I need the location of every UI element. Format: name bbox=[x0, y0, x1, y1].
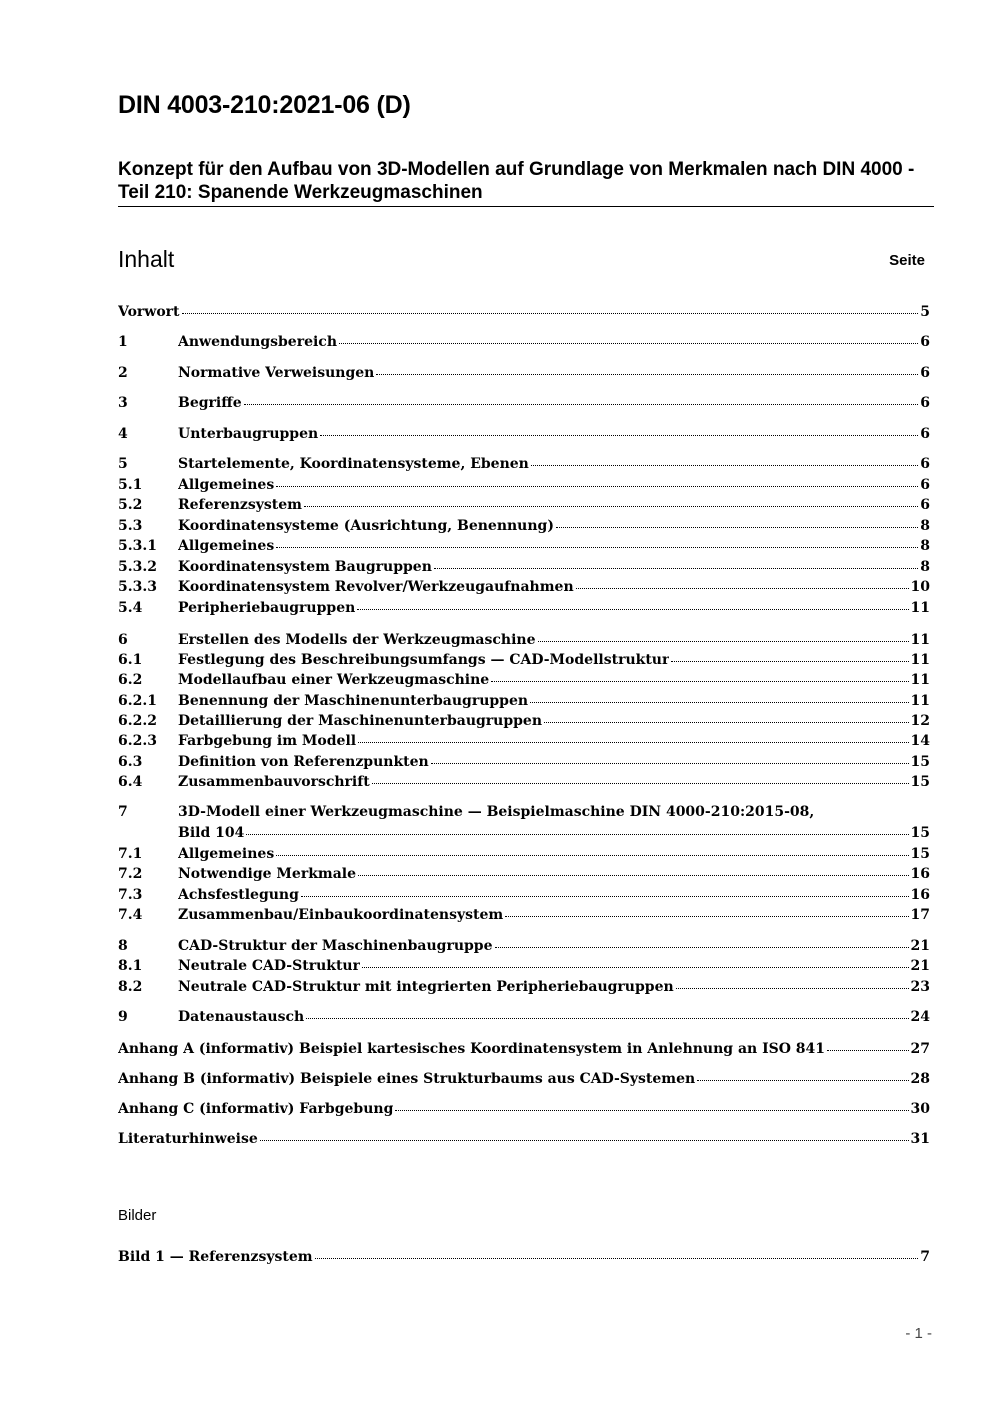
toc-entry-title: Detaillierung der Maschinenunterbaugruppen bbox=[178, 713, 542, 729]
toc-entry-page: 10 bbox=[910, 579, 930, 595]
toc-entry-page: 30 bbox=[910, 1101, 930, 1117]
toc-entry-title: Allgemeines bbox=[178, 846, 275, 862]
toc-entry-page: 16 bbox=[910, 887, 930, 903]
toc-entry-page: 15 bbox=[910, 846, 930, 862]
toc-entry-page: 6 bbox=[920, 365, 930, 381]
toc-entry-title: 3D-Modell einer Werkzeugmaschine — Beispielmaschine DIN 4000-210:2015-08, bbox=[178, 804, 815, 820]
toc-entry-number: 7 bbox=[118, 804, 128, 820]
toc-entry-title: Definition von Referenzpunkten bbox=[178, 754, 429, 770]
toc-entry-page: 15 bbox=[910, 825, 930, 841]
toc-entry-title: CAD-Struktur der Maschinenbaugruppe bbox=[178, 938, 493, 954]
toc-entry-page: 5 bbox=[920, 304, 930, 320]
toc-entry-number: 5.3.2 bbox=[118, 559, 157, 575]
toc-entry-number: 5.4 bbox=[118, 600, 143, 616]
toc-entry-title: Anhang B (informativ) Beispiele eines Strukturbaums aus CAD-Systemen bbox=[118, 1071, 696, 1087]
toc-entry-number: 6.2 bbox=[118, 672, 143, 688]
toc-entry-number: 5.3.1 bbox=[118, 538, 157, 554]
toc-entry-number: 7.2 bbox=[118, 866, 143, 882]
toc-entry-title: Achsfestlegung bbox=[178, 887, 299, 903]
toc-entry-number: 5.2 bbox=[118, 497, 143, 513]
toc-entry-title: Notwendige Merkmale bbox=[178, 866, 357, 882]
page-number: - 1 - bbox=[905, 1325, 932, 1342]
toc-entry-title: Referenzsystem bbox=[178, 497, 302, 513]
toc-entry-number: 1 bbox=[118, 334, 128, 350]
toc-entry-number: 6 bbox=[118, 632, 128, 648]
toc-entry-title: Literaturhinweise bbox=[118, 1131, 258, 1147]
toc-entry-title-continuation: Bild 104 bbox=[178, 825, 245, 841]
dot-leader bbox=[315, 1257, 919, 1259]
toc-entry-title: Allgemeines bbox=[178, 538, 275, 554]
document-title: Konzept für den Aufbau von 3D-Modellen auf Grundlage von Merkmalen nach DIN 4000 - Teil 210: Spanende Werkzeugmaschinen bbox=[118, 159, 915, 203]
toc-entry-title: Koordinatensystem Revolver/Werkzeugaufnahmen bbox=[178, 579, 574, 595]
toc-entry-title: Begriffe bbox=[178, 395, 242, 411]
toc-entry-title: Peripheriebaugruppen bbox=[178, 600, 356, 616]
toc-entry-page: 12 bbox=[910, 713, 930, 729]
toc-entry-number: 5.3.3 bbox=[118, 579, 157, 595]
toc-entry-title: Festlegung des Beschreibungsumfangs — CAD-Modellstruktur bbox=[178, 652, 670, 668]
toc-entry-title: Allgemeines bbox=[178, 477, 275, 493]
toc-entry-number: 9 bbox=[118, 1009, 128, 1025]
toc-entry-title: Anhang A (informativ) Beispiel kartesisches Koordinatensystem in Anlehnung an ISO 841 bbox=[118, 1041, 826, 1057]
toc-entry-page: 16 bbox=[910, 866, 930, 882]
toc-entry-page: 6 bbox=[920, 477, 930, 493]
toc-entry-page: 24 bbox=[910, 1009, 930, 1025]
toc-entry-page: 11 bbox=[910, 693, 930, 709]
toc-entry-page: 8 bbox=[920, 559, 930, 575]
toc-entry-page: 28 bbox=[910, 1071, 930, 1087]
toc-entry-number: 5 bbox=[118, 456, 128, 472]
toc-entry-number: 5.1 bbox=[118, 477, 143, 493]
toc-entry-number: 7.4 bbox=[118, 907, 143, 923]
toc-entry-title: Modellaufbau einer Werkzeugmaschine bbox=[178, 672, 490, 688]
toc-entry-page: 11 bbox=[910, 652, 930, 668]
toc-entry-page: 6 bbox=[920, 497, 930, 513]
toc-entry-number: 7.3 bbox=[118, 887, 143, 903]
toc-entry-page: 11 bbox=[910, 672, 930, 688]
toc-entry-title: Startelemente, Koordinatensysteme, Ebenen bbox=[178, 456, 529, 472]
toc-entry-title: Koordinatensystem Baugruppen bbox=[178, 559, 432, 575]
toc-entry-number: 8 bbox=[118, 938, 128, 954]
toc-entry-page: 17 bbox=[910, 907, 930, 923]
toc-heading: Inhalt bbox=[118, 246, 175, 272]
toc-entry-title: Zusammenbau/Einbaukoordinatensystem bbox=[178, 907, 504, 923]
toc-entry-page: 15 bbox=[910, 774, 930, 790]
toc-entry-number: 7.1 bbox=[118, 846, 143, 862]
toc-entry-title: Farbgebung im Modell bbox=[178, 733, 357, 749]
toc-entry-title: Vorwort bbox=[118, 304, 180, 320]
toc-entry-title: Koordinatensysteme (Ausrichtung, Benennung) bbox=[178, 518, 554, 534]
toc-entry-title: Erstellen des Modells der Werkzeugmaschine bbox=[178, 632, 536, 648]
toc-entry-page: 23 bbox=[910, 979, 930, 995]
toc-entry-number: 6.4 bbox=[118, 774, 143, 790]
toc-entry-page: 8 bbox=[920, 518, 930, 534]
toc-entry-number: 6.1 bbox=[118, 652, 143, 668]
toc-entry-page: 21 bbox=[910, 938, 930, 954]
toc-entry-number: 2 bbox=[118, 365, 128, 381]
toc-entry-title: Neutrale CAD-Struktur bbox=[178, 958, 360, 974]
toc-entry-title: Datenaustausch bbox=[178, 1009, 305, 1025]
toc-entry-page: 7 bbox=[920, 1249, 930, 1265]
toc-entry[interactable] bbox=[118, 1247, 930, 1267]
toc-entry-page: 31 bbox=[910, 1131, 930, 1147]
toc-entry-title: Anwendungsbereich bbox=[178, 334, 337, 350]
toc-entry-number: 5.3 bbox=[118, 518, 143, 534]
toc-entry-page: 6 bbox=[920, 426, 930, 442]
toc-entry-number: 6.2.1 bbox=[118, 693, 157, 709]
document-id: DIN 4003-210:2021-06 (D) bbox=[118, 91, 411, 119]
toc-entry-number: 8.1 bbox=[118, 958, 143, 974]
toc-entry-number: 8.2 bbox=[118, 979, 143, 995]
toc-entry-title: Normative Verweisungen bbox=[178, 365, 375, 381]
toc-entry-title: Bild 1 — Referenzsystem bbox=[118, 1249, 313, 1265]
toc-entry-page: 6 bbox=[920, 456, 930, 472]
toc-entry-title: Unterbaugruppen bbox=[178, 426, 319, 442]
toc-entry-title: Benennung der Maschinenunterbaugruppen bbox=[178, 693, 529, 709]
toc-entry-page: 21 bbox=[910, 958, 930, 974]
toc-entry-number: 6.3 bbox=[118, 754, 143, 770]
toc-entry-title: Zusammenbauvorschrift bbox=[178, 774, 370, 790]
toc-entry-title: Neutrale CAD-Struktur mit integrierten Peripheriebaugruppen bbox=[178, 979, 674, 995]
figures-heading: Bilder bbox=[118, 1207, 157, 1224]
toc-entry-number: 6.2.2 bbox=[118, 713, 157, 729]
toc-entry-page: 8 bbox=[920, 538, 930, 554]
toc-entry-page: 14 bbox=[910, 733, 930, 749]
toc-entry-number: 6.2.3 bbox=[118, 733, 157, 749]
toc-entry-page: 27 bbox=[910, 1041, 930, 1057]
toc-page-column-label: Seite bbox=[889, 252, 925, 269]
toc-entry-number: 4 bbox=[118, 426, 128, 442]
toc-entry-page: 6 bbox=[920, 395, 930, 411]
toc-entry-page: 6 bbox=[920, 334, 930, 350]
toc-entry-title: Anhang C (informativ) Farbgebung bbox=[118, 1101, 394, 1117]
toc-entry-page: 11 bbox=[910, 600, 930, 616]
toc-entry-page: 15 bbox=[910, 754, 930, 770]
toc-entry-number: 3 bbox=[118, 395, 128, 411]
toc-entry-page: 11 bbox=[910, 632, 930, 648]
